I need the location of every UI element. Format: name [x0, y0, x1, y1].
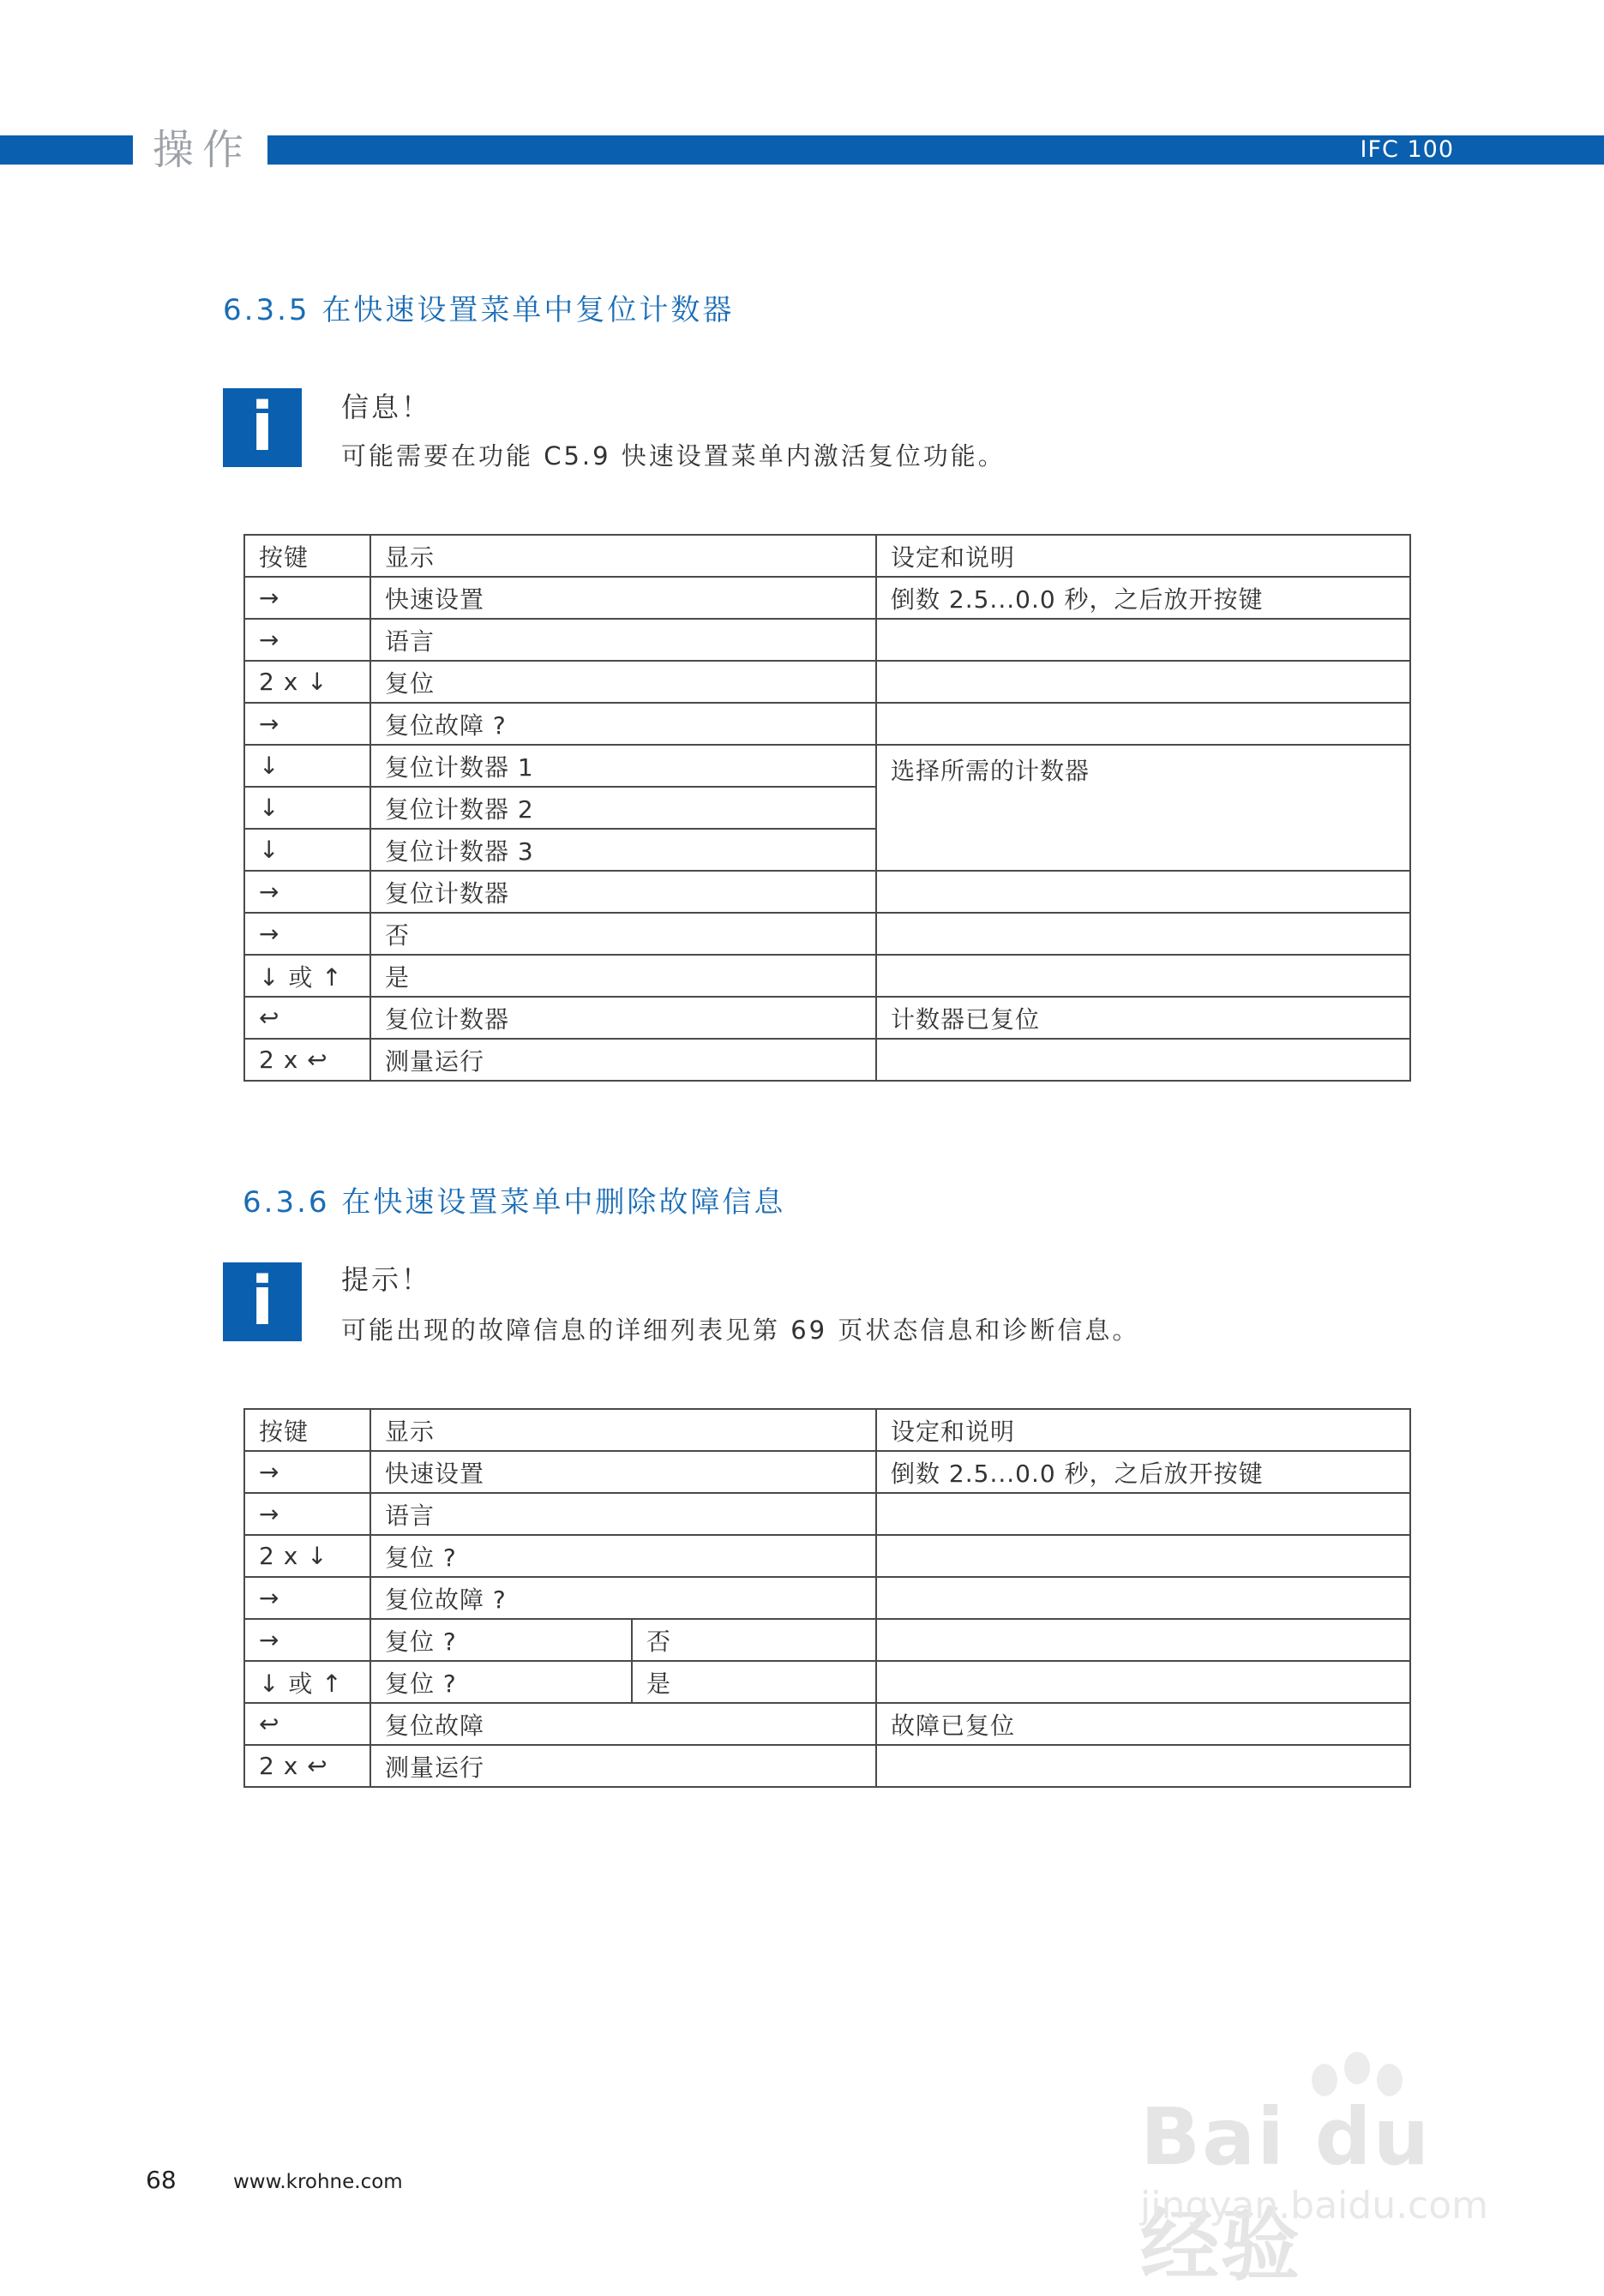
- page-number: 68: [146, 2166, 177, 2194]
- note-cell: [876, 661, 1410, 703]
- display-cell: 复位计数器: [370, 997, 876, 1039]
- note-cell: [876, 1577, 1410, 1619]
- reset-counter-table: [243, 534, 1411, 1082]
- display-cell: 快速设置: [370, 1451, 876, 1493]
- table-row: [244, 1661, 1410, 1703]
- key-cell: ↓ 或 ↑: [244, 955, 370, 997]
- note-cell: 计数器已复位: [876, 997, 1410, 1039]
- table-row: [244, 1745, 1410, 1787]
- key-cell: ↓: [244, 829, 370, 871]
- key-cell: →: [244, 913, 370, 955]
- display-cell: 测量运行: [370, 1745, 876, 1787]
- display-cell: 语言: [370, 619, 876, 661]
- info-heading: 信息！: [341, 391, 432, 423]
- key-cell: →: [244, 1577, 370, 1619]
- key-cell: →: [244, 619, 370, 661]
- table-header-row: [244, 1409, 1410, 1451]
- footer-website: www.krohne.com: [233, 2171, 403, 2193]
- info-icon: i: [223, 1262, 302, 1341]
- header-product-label: IFC 100: [1360, 136, 1454, 163]
- table-row: [244, 1535, 1410, 1577]
- key-cell: ↩: [244, 1703, 370, 1745]
- table-row: [244, 955, 1410, 997]
- table-row: [244, 1451, 1410, 1493]
- table-row: [244, 871, 1410, 913]
- clear-errors-table: [243, 1408, 1411, 1788]
- table-row: [244, 1493, 1410, 1535]
- key-cell: ↓: [244, 745, 370, 787]
- key-cell: ↩: [244, 997, 370, 1039]
- column-header-note: 设定和说明: [876, 1409, 1410, 1451]
- table-row: [244, 703, 1410, 745]
- table-row: [244, 997, 1410, 1039]
- note-cell: 倒数 2.5...0.0 秒，之后放开按键: [876, 1451, 1410, 1493]
- note-cell: 倒数 2.5...0.0 秒，之后放开按键: [876, 577, 1410, 619]
- column-header-key: 按键: [244, 1409, 370, 1451]
- display-cell: 复位 ?: [370, 1535, 876, 1577]
- header-section-label: 操作: [153, 126, 253, 174]
- note-cell: [876, 1661, 1410, 1703]
- note-cell: [876, 913, 1410, 955]
- note-cell: [876, 1039, 1410, 1081]
- column-header-key: 按键: [244, 535, 370, 577]
- option-cell: 否: [632, 1619, 876, 1661]
- column-header-display: 显示: [370, 535, 876, 577]
- display-cell: 语言: [370, 1493, 876, 1535]
- note-cell: [876, 703, 1410, 745]
- watermark-url: jingyan.baidu.com: [1140, 2184, 1489, 2227]
- table-row: [244, 745, 1410, 787]
- column-header-note: 设定和说明: [876, 535, 1410, 577]
- display-cell: 是: [370, 955, 876, 997]
- key-cell: 2 x ↩: [244, 1039, 370, 1081]
- key-cell: ↓ 或 ↑: [244, 1661, 370, 1703]
- display-cell: 复位 ?: [370, 1619, 632, 1661]
- note-cell: [876, 1493, 1410, 1535]
- note-cell: [876, 1619, 1410, 1661]
- note-cell: 故障已复位: [876, 1703, 1410, 1745]
- display-cell: 测量运行: [370, 1039, 876, 1081]
- option-cell: 是: [632, 1661, 876, 1703]
- key-cell: →: [244, 1493, 370, 1535]
- display-cell: 复位故障: [370, 1703, 876, 1745]
- key-cell: 2 x ↩: [244, 1745, 370, 1787]
- paw-toe: [1344, 2052, 1370, 2084]
- table-row: [244, 1619, 1410, 1661]
- table-row: [244, 1039, 1410, 1081]
- note-cell: [876, 955, 1410, 997]
- watermark-logo: Bai du 经验: [1140, 2091, 1432, 2292]
- info-heading: 提示！: [341, 1263, 432, 1296]
- table-row: [244, 661, 1410, 703]
- note-cell: [876, 1535, 1410, 1577]
- display-cell: 复位计数器 2: [370, 787, 876, 829]
- display-cell: 复位故障 ?: [370, 703, 876, 745]
- note-cell: [876, 619, 1410, 661]
- note-cell: [876, 871, 1410, 913]
- display-cell: 否: [370, 913, 876, 955]
- note-cell: 选择所需的计数器: [876, 745, 1410, 871]
- display-cell: 复位计数器 1: [370, 745, 876, 787]
- info-icon: i: [223, 388, 302, 467]
- info-text: 可能需要在功能 C5.9 快速设置菜单内激活复位功能。: [341, 441, 1006, 471]
- key-cell: ↓: [244, 787, 370, 829]
- key-cell: →: [244, 1451, 370, 1493]
- key-cell: 2 x ↓: [244, 1535, 370, 1577]
- table-row: [244, 1577, 1410, 1619]
- display-cell: 复位计数器 3: [370, 829, 876, 871]
- key-cell: →: [244, 703, 370, 745]
- display-cell: 复位: [370, 661, 876, 703]
- header-bar-left: [0, 135, 133, 165]
- display-cell: 复位故障 ?: [370, 1577, 876, 1619]
- display-cell: 快速设置: [370, 577, 876, 619]
- key-cell: 2 x ↓: [244, 661, 370, 703]
- table-row: [244, 1703, 1410, 1745]
- key-cell: →: [244, 1619, 370, 1661]
- baidu-watermark: [1132, 2048, 1509, 2292]
- column-header-display: 显示: [370, 1409, 876, 1451]
- section-title-clear-errors: 6.3.6 在快速设置菜单中删除故障信息: [243, 1185, 786, 1220]
- display-cell: 复位计数器: [370, 871, 876, 913]
- section-title-reset-counter: 6.3.5 在快速设置菜单中复位计数器: [223, 293, 735, 327]
- key-cell: →: [244, 871, 370, 913]
- display-cell: 复位 ?: [370, 1661, 632, 1703]
- table-row: [244, 619, 1410, 661]
- table-row: [244, 577, 1410, 619]
- note-cell: [876, 1745, 1410, 1787]
- key-cell: →: [244, 577, 370, 619]
- info-text: 可能出现的故障信息的详细列表见第 69 页状态信息和诊断信息。: [341, 1316, 1140, 1345]
- table-row: [244, 913, 1410, 955]
- table-header-row: [244, 535, 1410, 577]
